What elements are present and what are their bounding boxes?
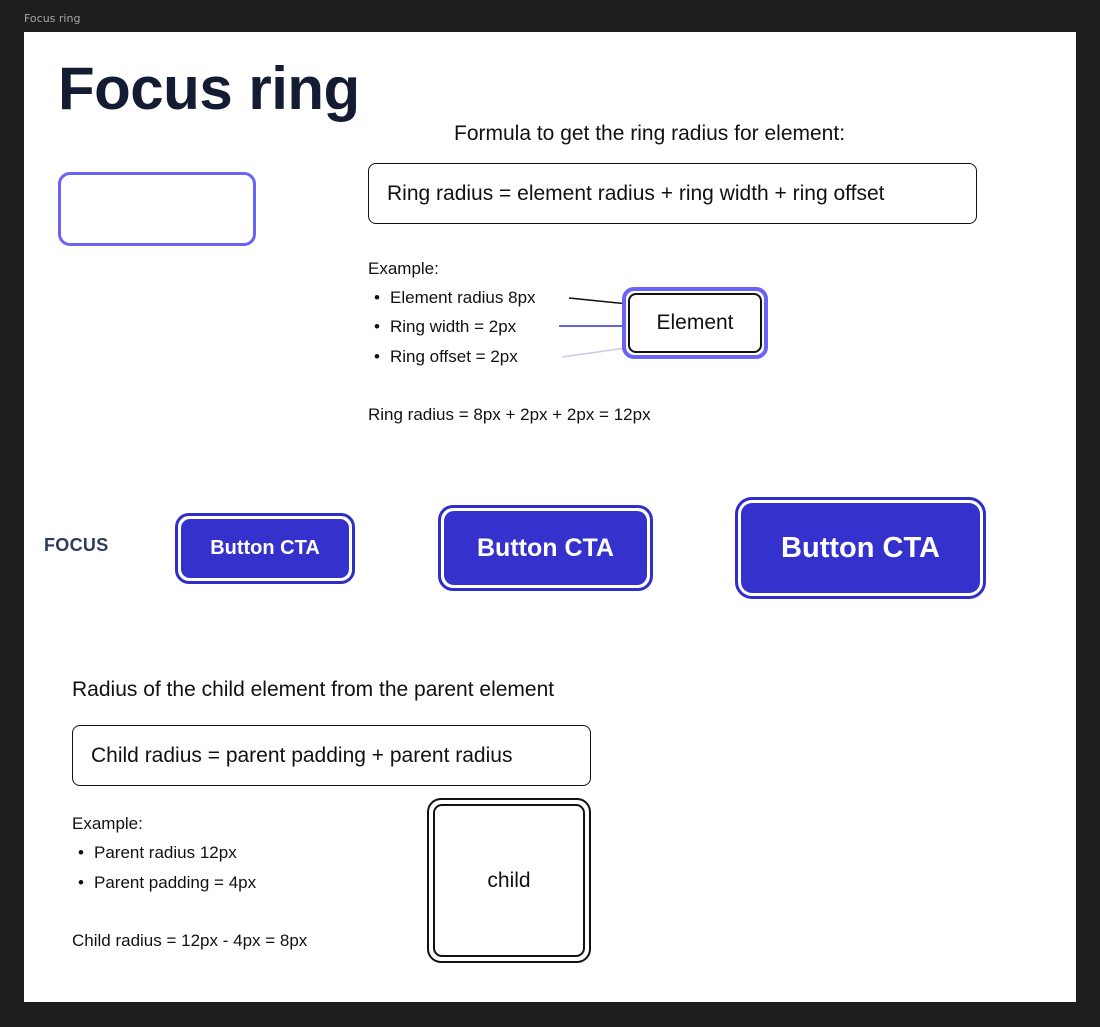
connector-element-radius — [569, 298, 628, 304]
child-formula-text: Child radius = parent padding + parent radius — [91, 743, 513, 767]
child-radius-result: Child radius = 12px - 4px = 8px — [72, 931, 308, 950]
ring-bullet-ring-offset: • Ring offset = 2px — [368, 347, 518, 367]
button-cta-large[interactable] — [741, 503, 980, 593]
focus-ring-small — [175, 513, 355, 584]
child-element[interactable] — [433, 804, 585, 957]
ring-bullet-element-radius: • Element radius 8px — [368, 288, 536, 308]
child-example-label: Example: — [72, 814, 143, 833]
canvas-frame — [24, 32, 1076, 1002]
button-cta-large-label: Button CTA — [781, 531, 940, 564]
focus-state-label: FOCUS — [44, 535, 109, 555]
example-element-label: Element — [656, 311, 734, 334]
connector-ring-offset — [562, 348, 626, 357]
child-element-label: child — [487, 868, 531, 892]
frame-label[interactable]: Focus ring — [24, 12, 81, 25]
parent-element — [427, 798, 591, 963]
ring-radius-result: Ring radius = 8px + 2px + 2px = 12px — [368, 405, 651, 424]
child-formula-heading: Radius of the child element from the parent element — [72, 678, 555, 701]
button-cta-medium-label: Button CTA — [477, 533, 614, 562]
ring-example-label: Example: — [368, 259, 439, 278]
ring-formula-text: Ring radius = element radius + ring width + ring offset — [387, 181, 885, 205]
button-cta-small-label: Button CTA — [210, 537, 320, 559]
example-element[interactable] — [628, 293, 762, 353]
child-formula-box — [72, 725, 591, 786]
button-cta-medium[interactable] — [444, 511, 647, 585]
focus-ring-medium — [438, 505, 653, 591]
element-focus-ring — [622, 287, 768, 359]
ring-formula-heading: Formula to get the ring radius for element: — [454, 122, 846, 145]
child-bullet-parent-radius: • Parent radius 12px — [72, 843, 237, 863]
page-title: Focus ring — [58, 55, 360, 122]
focus-ring-large — [735, 497, 986, 599]
button-cta-small[interactable] — [181, 519, 349, 578]
child-bullet-parent-padding: • Parent padding = 4px — [72, 873, 256, 893]
ring-bullet-ring-width: • Ring width = 2px — [368, 317, 516, 337]
